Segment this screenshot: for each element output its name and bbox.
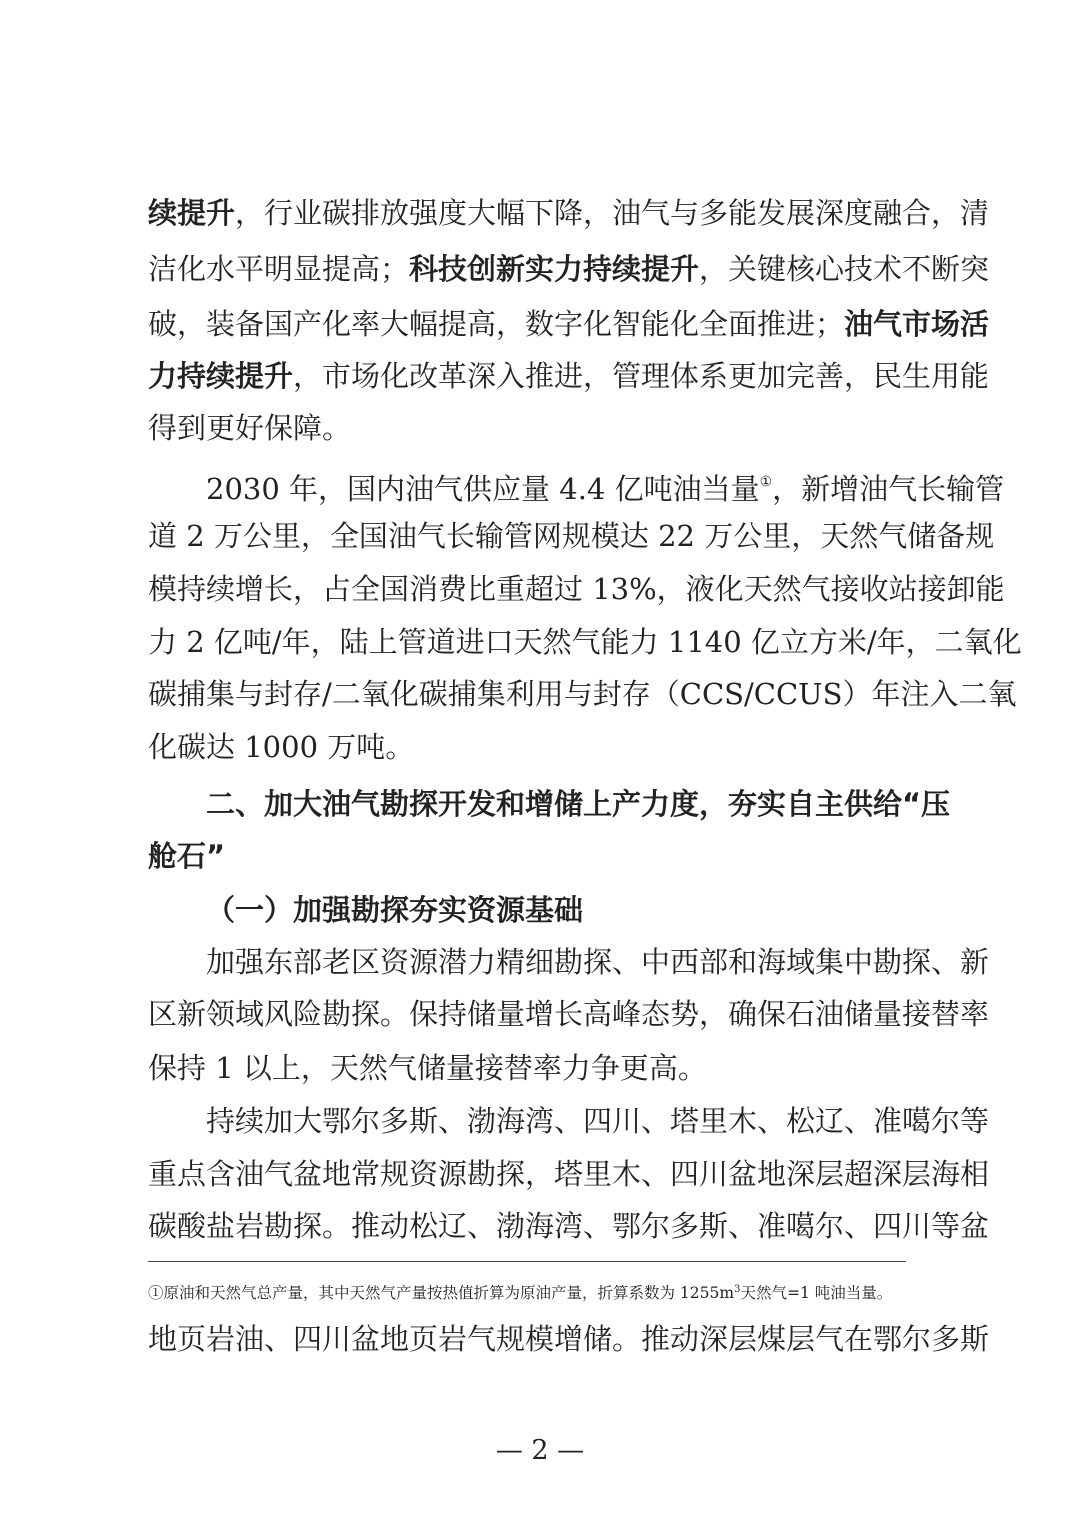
paragraph-line xyxy=(148,306,990,342)
paragraph-line: 力 2 亿吨/年，陆上管道进口天然气能力 1140 亿立方米/年，二氧化 xyxy=(148,625,1022,659)
paragraph-line: 模持续增长，占全国消费比重超过 13%，液化天然气接收站接卸能 xyxy=(148,572,1005,606)
section-heading: 二、加大油气勘探开发和增储上产力度，夯实自主供给“压 xyxy=(206,787,951,821)
footnote-text: 天然气=1 吨油当量。 xyxy=(740,1284,893,1303)
footnote-text: ①原油和天然气总产量，其中天然气产量按热值折算为原油产量，折算系数为 1255m xyxy=(148,1284,735,1303)
text-run: 洁化水平明显提高； xyxy=(148,252,410,286)
paragraph-line: 碳捕集与封存/二氧化碳捕集利用与封存（CCS/CCUS）年注入二氧 xyxy=(148,677,1017,711)
bold-phrase: 力持续提升 xyxy=(148,359,294,393)
paragraph-line: 道 2 万公里，全国油气长输管网规模达 22 万公里，天然气储备规 xyxy=(148,519,995,553)
paragraph-line: 加强东部老区资源潜力精细勘探、中西部和海域集中勘探、新 xyxy=(206,945,990,979)
footnote-divider xyxy=(148,1261,906,1262)
text-run: 破，装备国产化率大幅提高，数字化智能化全面推进； xyxy=(148,307,845,341)
paragraph-line: 化碳达 1000 万吨。 xyxy=(148,730,415,764)
paragraph-line: 碳酸盐岩勘探。推动松辽、渤海湾、鄂尔多斯、准噶尔、四川等盆 xyxy=(148,1209,990,1243)
text-run: 2030 年，国内油气供应量 4.4 亿吨油当量 xyxy=(206,472,760,506)
paragraph-line: 保持 1 以上，天然气储量接替率力争更高。 xyxy=(148,1051,707,1085)
paragraph-line xyxy=(148,251,990,287)
subsection-heading: （一）加强勘探夯实资源基础 xyxy=(206,893,584,927)
paragraph-line xyxy=(148,195,990,231)
footnote-superscript: 3 xyxy=(734,1284,741,1295)
text-run: ，行业碳排放强度大幅下降，油气与多能发展深度融合，清 xyxy=(235,196,990,230)
paragraph-line: 地页岩油、四川盆地页岩气规模增储。推动深层煤层气在鄂尔多斯 xyxy=(148,1322,990,1356)
paragraph-line: 重点含油气盆地常规资源勘探，塔里木、四川盆地深层超深层海相 xyxy=(148,1157,990,1191)
bold-phrase: 续提升 xyxy=(148,196,236,230)
footnote xyxy=(148,1279,938,1304)
page-number: — 2 — xyxy=(495,1435,585,1466)
text-run: ，关键核心技术不断突 xyxy=(699,252,990,286)
bold-phrase: 油气市场活 xyxy=(844,307,990,341)
paragraph-line: 区新领域风险勘探。保持储量增长高峰态势，确保石油储量接替率 xyxy=(148,997,990,1031)
footnote-marker: ① xyxy=(759,474,773,490)
paragraph-line: 持续加大鄂尔多斯、渤海湾、四川、塔里木、松辽、准噶尔等 xyxy=(206,1104,990,1138)
section-heading: 舱石” xyxy=(148,839,226,873)
paragraph-line xyxy=(148,358,990,394)
text-run: ，新增油气长输管 xyxy=(772,472,1005,506)
bold-phrase: 科技创新实力持续提升 xyxy=(409,252,700,286)
text-run: ，市场化改革深入推进，管理体系更加完善，民生用能 xyxy=(293,359,990,393)
paragraph-line: 得到更好保障。 xyxy=(148,411,352,445)
paragraph-line xyxy=(206,464,1005,507)
